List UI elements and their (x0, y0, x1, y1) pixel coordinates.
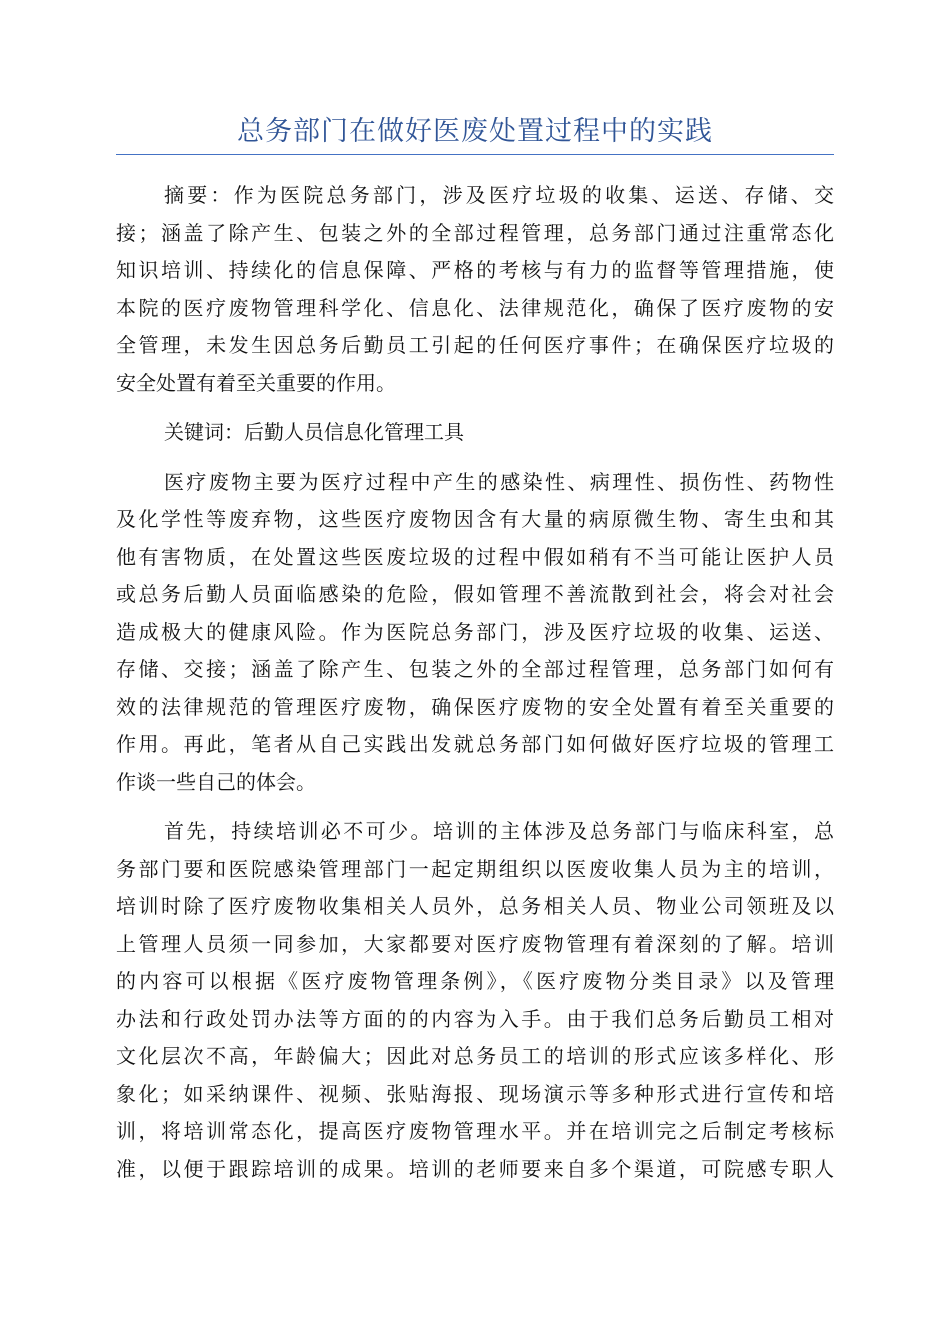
title-underline (116, 154, 834, 155)
text-line: 象化；如采纳课件、视频、张贴海报、现场演示等多种形式进行宣传和培 (116, 1081, 834, 1106)
text-line: 首先，持续培训必不可少。培训的主体涉及总务部门与临床科室，总 (164, 819, 834, 843)
document-body (116, 177, 834, 1188)
text-line: 摘要：作为医院总务部门，涉及医疗垃圾的收集、运送、存储、交 (164, 183, 834, 207)
text-line: 作谈一些自己的体会。 (116, 769, 316, 794)
text-line: 培训时除了医疗废物收集相关人员外，总务相关人员、物业公司领班及以 (116, 894, 834, 918)
text-line: 务部门要和医院感染管理部门一起定期组织以医废收集人员为主的培训， (116, 856, 834, 881)
body-paragraph (116, 813, 834, 1188)
body-paragraph (116, 464, 834, 802)
text-line: 办法和行政处罚办法等方面的的内容为入手。由于我们总务后勤员工相对 (116, 1006, 834, 1031)
text-line: 效的法律规范的管理医疗废物，确保医疗废物的安全处置有着至关重要的 (116, 694, 834, 719)
text-line: 的内容可以根据《医疗废物管理条例》，《医疗废物分类目录》以及管理 (116, 969, 834, 993)
text-line: 文化层次不高，年龄偏大；因此对总务员工的培训的形式应该多样化、形 (116, 1044, 834, 1068)
text-line: 训，将培训常态化，提高医疗废物管理水平。并在培训完之后制定考核标 (116, 1119, 834, 1143)
text-line: 上管理人员须一同参加，大家都要对医疗废物管理有着深刻的了解。培训 (116, 931, 834, 956)
text-line: 准，以便于跟踪培训的成果。培训的老师要来自多个渠道，可院感专职人 (116, 1156, 834, 1181)
text-line: 医疗废物主要为医疗过程中产生的感染性、病理性、损伤性、药物性 (164, 469, 834, 494)
text-line: 造成极大的健康风险。作为医院总务部门，涉及医疗垃圾的收集、运送、 (116, 619, 834, 644)
text-line: 知识培训、持续化的信息保障、严格的考核与有力的监督等管理措施，使 (116, 258, 834, 282)
text-line: 关键词：后勤人员信息化管理工具 (164, 420, 464, 444)
text-line: 本院的医疗废物管理科学化、信息化、法律规范化，确保了医疗废物的安 (116, 295, 834, 320)
text-line: 接；涵盖了除产生、包装之外的全部过程管理，总务部门通过注重常态化 (116, 220, 834, 245)
keywords-paragraph (116, 414, 834, 452)
text-line: 及化学性等废弃物，这些医疗废物因含有大量的病原微生物、寄生虫和其 (116, 507, 834, 531)
text-line: 存储、交接；涵盖了除产生、包装之外的全部过程管理，总务部门如何有 (116, 657, 834, 681)
text-line: 他有害物质，在处置这些医废垃圾的过程中假如稍有不当可能让医护人员 (116, 544, 834, 569)
text-line: 作用。再此，笔者从自己实践出发就总务部门如何做好医疗垃圾的管理工 (116, 732, 834, 756)
text-line: 安全处置有着至关重要的作用。 (116, 370, 396, 395)
abstract-paragraph (116, 177, 834, 402)
text-line: 全管理，未发生因总务后勤员工引起的任何医疗事件；在确保医疗垃圾的 (116, 333, 834, 357)
text-line: 或总务后勤人员面临感染的危险，假如管理不善流散到社会，将会对社会 (116, 582, 834, 606)
document-title: 总务部门在做好医废处置过程中的实践 (237, 116, 713, 147)
